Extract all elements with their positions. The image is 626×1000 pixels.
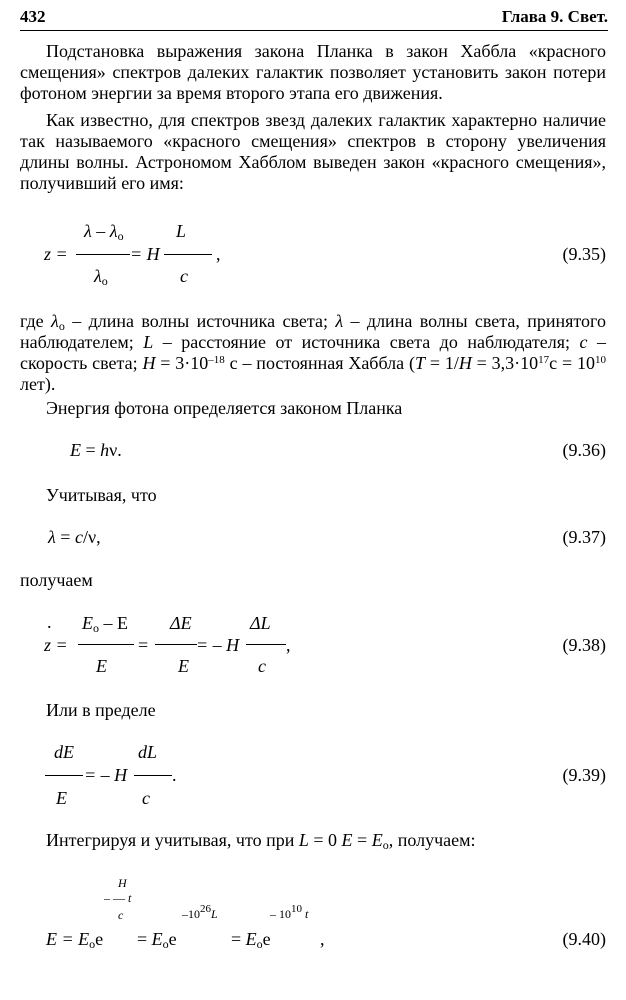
eq40-exp1-numerator: H <box>118 876 127 890</box>
eq35-lhs: z = <box>44 244 68 264</box>
page-number: 432 <box>20 7 46 26</box>
eq40-body-2: = $E_oe$ <box>137 929 177 951</box>
eq40-tail: , <box>320 929 325 949</box>
eq39-denominator-1: E <box>56 788 67 808</box>
eq38-numerator-3: ΔL <box>250 613 271 633</box>
eq36-body: E = hν. <box>70 440 122 460</box>
eq35-denominator-1: $\lambda_o$ <box>94 266 108 288</box>
equation-number-9-40: (9.40) <box>562 929 606 949</box>
eq38-fraction-bar-2 <box>155 644 197 645</box>
paragraph-2: Как известно, для спектров звезд далеких галактик характерно наличие так называемого «красного смещения» спектров в сторону увеличения длины волны. Астрономом Хабблом выведен закон «красного смещения», получивший его имя: <box>20 110 606 193</box>
equation-number-9-35: (9.35) <box>562 244 606 264</box>
eq40-body: $E = E_oe$ <box>46 929 104 951</box>
paragraph-5: Учитывая, что <box>46 485 157 505</box>
equation-number-9-39: (9.39) <box>562 765 606 785</box>
eq39-mid: = – H <box>84 765 128 785</box>
eq38-tail: , <box>286 635 291 655</box>
eq38-numerator-1: $E_o$ – E <box>82 613 128 635</box>
paragraph-3: где $\lambda_o$ – длина волны источника света; λ – длина волны света, принятого наблюдателем; L – расстояние от источника света до наблюдателя; c – скорость света; $H = 3\cdot 10^{-18}$ с – постоянная Хаббла ($T = 1/H = 3,3\cdot 10^{17}с = 10^{10}$ лет). <box>20 311 606 394</box>
eq38-denominator-2: E <box>178 656 189 676</box>
eq35-fraction-bar-1 <box>76 254 130 255</box>
eq39-numerator-2: dL <box>138 742 158 762</box>
paragraph-6: получаем <box>20 570 93 590</box>
paragraph-4: Энергия фотона определяется законом Планка <box>46 398 403 418</box>
eq35-numerator-1: λ – $\lambda_o$ <box>84 221 124 243</box>
eq37-body: λ = c/ν, <box>48 527 101 547</box>
chapter-title: Глава 9. Свет. <box>501 7 608 26</box>
eq39-denominator-2: c <box>142 788 150 808</box>
paragraph-1: Подстановка выражения закона Планка в закон Хаббла «красного смещения» спектров далеких галактик позволяет установить закон потери фотоном энергии за время второго этапа его движения. <box>20 41 606 103</box>
eq39-numerator-1: dE <box>54 742 74 762</box>
header-rule <box>20 30 608 31</box>
paragraph-8: Интегрируя и учитывая, что при L = 0 $E = E_o$, получаем: <box>46 830 476 852</box>
eq39-fraction-bar-2 <box>134 775 172 776</box>
eq38-eq2: = <box>138 635 149 655</box>
eq38-lhs: z = <box>44 635 68 655</box>
eq38-denominator-1: E <box>96 656 107 676</box>
eq35-numerator-2: L <box>176 221 187 241</box>
eq39-tail: . <box>172 765 177 785</box>
paragraph-7: Или в пределе <box>46 700 156 720</box>
eq38-denominator-3: c <box>258 656 266 676</box>
equation-number-9-38: (9.38) <box>562 635 606 655</box>
eq38-eq3: = – H <box>196 635 240 655</box>
eq35-mid: = H <box>130 244 160 264</box>
eq38-fraction-bar-3 <box>246 644 286 645</box>
equation-number-9-36: (9.36) <box>562 440 606 460</box>
equation-number-9-37: (9.37) <box>562 527 606 547</box>
eq38-numerator-2: ΔE <box>170 613 192 633</box>
eq35-fraction-bar-2 <box>164 254 212 255</box>
eq35-denominator-2: c <box>180 266 188 286</box>
eq35-tail: , <box>216 244 221 264</box>
eq40-exp1-denominator: c <box>118 908 124 922</box>
eq40-exp2: $-10^{26}L$ <box>182 903 218 921</box>
eq39-fraction-bar-1 <box>45 775 83 776</box>
running-header <box>20 6 608 30</box>
eq40-exp3: – $10^{10}$ t <box>270 903 309 921</box>
eq40-exp1-bar: – — t <box>104 891 132 905</box>
eq40-body-3: = $E_oe$ <box>231 929 271 951</box>
eq38-fraction-bar-1 <box>78 644 134 645</box>
eq38-dot: . <box>47 612 52 632</box>
